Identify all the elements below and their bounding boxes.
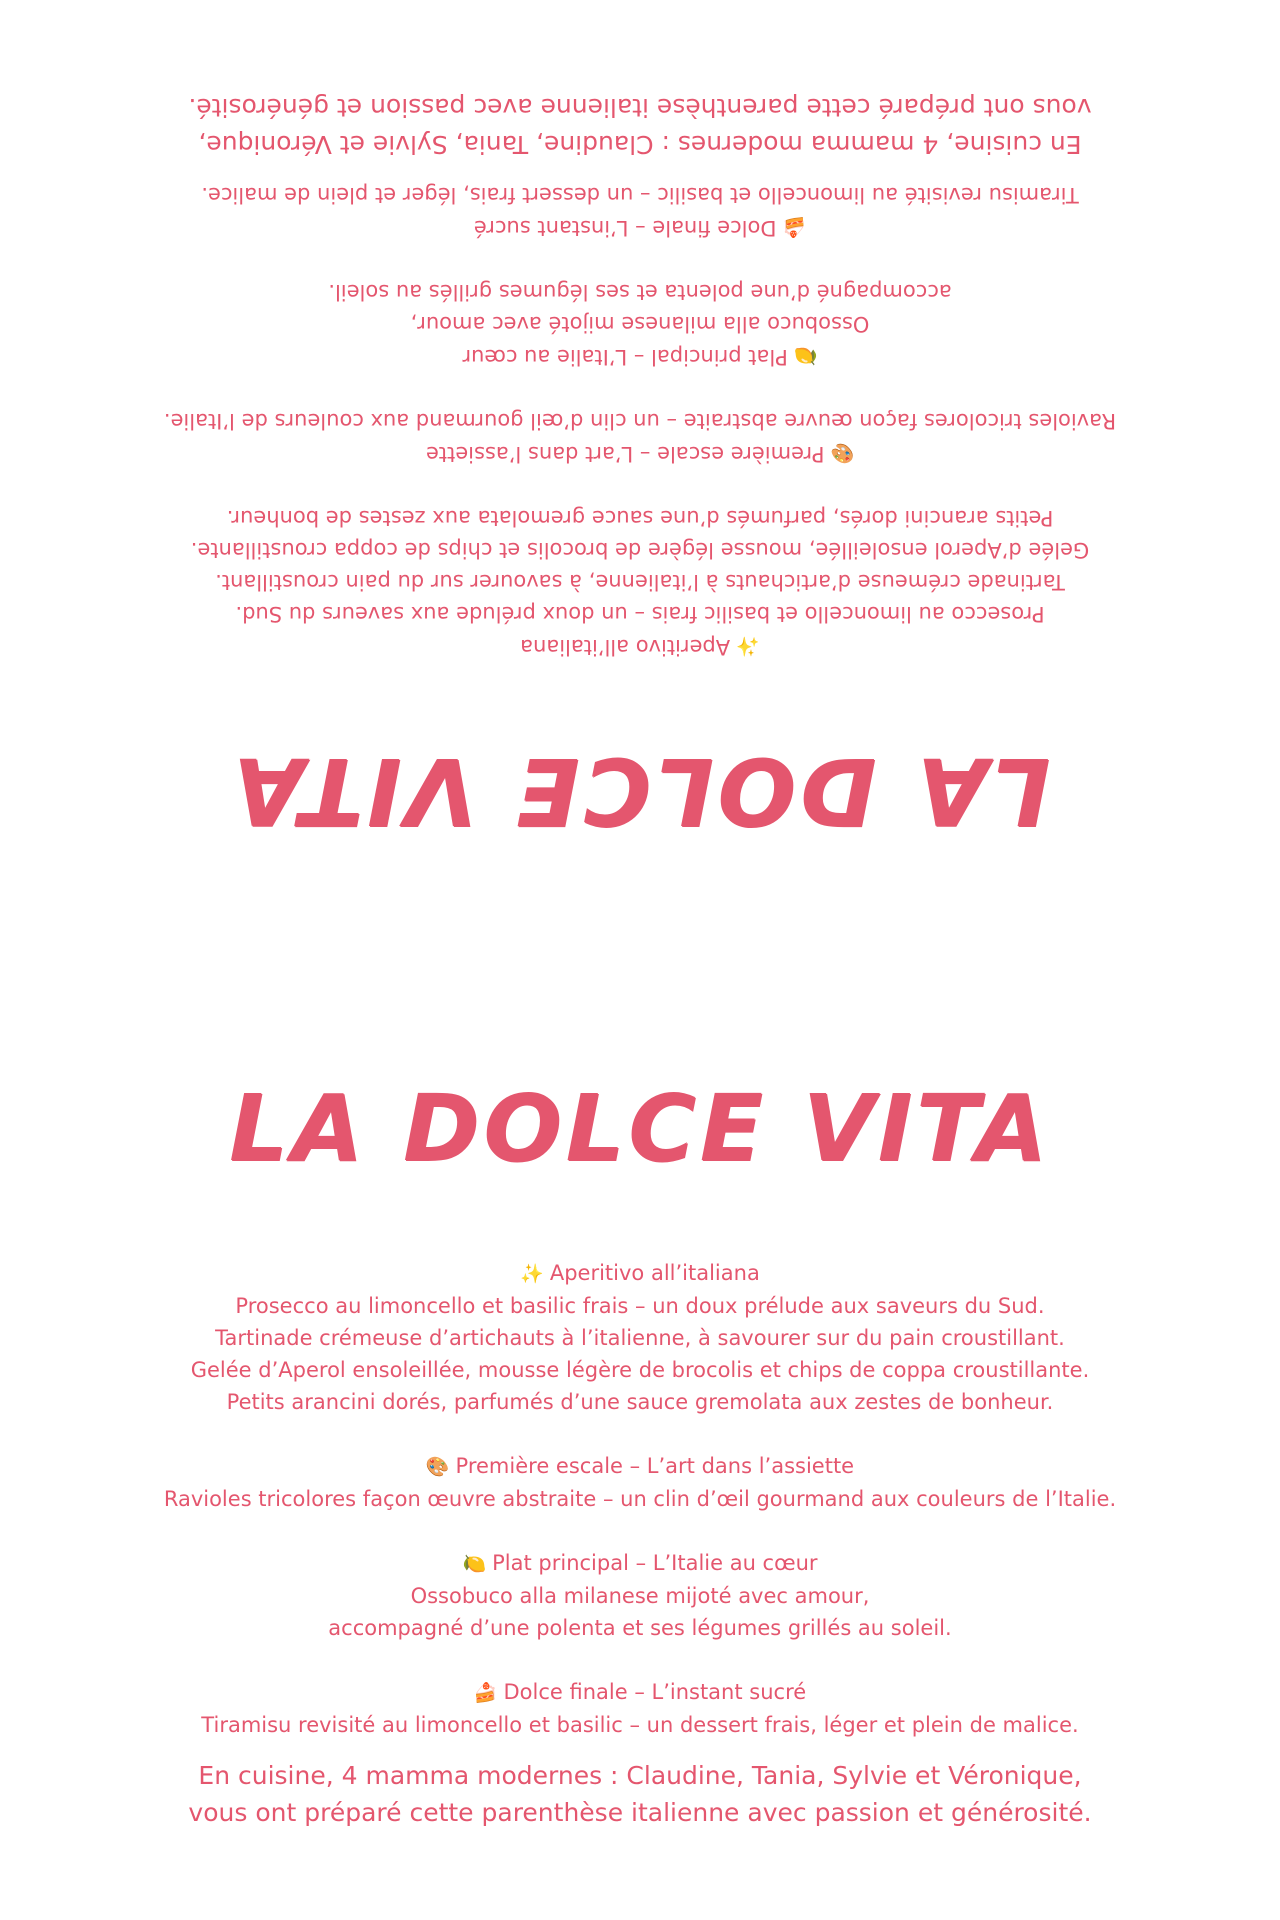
course-heading	[0, 1676, 1280, 1709]
course-description-line: Prosecco au limoncello et basilic frais – un doux prélude aux saveurs du Sud.	[235, 602, 1045, 626]
sparkles-icon: ✨	[736, 635, 760, 657]
course-description-line: Gelée d’Aperol ensoleillée, mousse légère de brocolis et chips de coppa croustillante.	[190, 538, 1090, 562]
credits-line: En cuisine, 4 mamma modernes : Claudine, Tania, Sylvie et Véronique,	[198, 130, 1082, 159]
course-description-line: accompagné d’une polenta et ses légumes grillés au soleil.	[328, 280, 952, 304]
course-description-line: accompagné d’une polenta et ses légumes grillés au soleil.	[328, 1616, 952, 1640]
menu-course	[0, 276, 1280, 373]
course-heading	[0, 211, 1280, 244]
lemon-icon: 🍋	[462, 1553, 487, 1575]
course-description-line: Tartinade crémeuse d’artichauts à l’italienne, à savourer sur du pain croustillant.	[215, 1326, 1065, 1350]
course-heading-text: Dolce finale – L’instant sucré	[503, 1680, 807, 1704]
menu-course	[0, 405, 1280, 470]
course-heading	[0, 630, 1280, 663]
menu-courses	[0, 1257, 1280, 1773]
course-heading	[0, 1450, 1280, 1483]
menu-course	[0, 1547, 1280, 1644]
course-heading-text: Plat principal – L’Italie au cœur	[492, 1551, 818, 1575]
course-description-line: Petits arancini dorés, parfumés d’une sauce gremolata aux zestes de bonheur.	[226, 1390, 1054, 1414]
course-description-line: Prosecco au limoncello et basilic frais – un doux prélude aux saveurs du Sud.	[235, 1294, 1045, 1318]
course-heading	[0, 340, 1280, 373]
cake-icon: 🍰	[473, 1682, 498, 1704]
palette-icon: 🎨	[425, 1456, 450, 1478]
menu-course	[0, 1676, 1280, 1741]
course-description-line: Ossobuco alla milanese mijoté avec amour,	[410, 1584, 870, 1608]
course-description-line: Ravioles tricolores façon œuvre abstraite – un clin d’œil gourmand aux couleurs de l’Italie.	[163, 409, 1117, 433]
course-description-line: Tiramisu revisité au limoncello et basilic – un dessert frais, léger et plein de malice.	[201, 183, 1079, 207]
course-heading-text: Dolce finale – L’instant sucré	[473, 216, 777, 240]
credits-line: vous ont préparé cette parenthèse italienne avec passion et générosité.	[188, 1798, 1092, 1827]
course-description-line: Gelée d’Aperol ensoleillée, mousse légère de brocolis et chips de coppa croustillante.	[190, 1358, 1090, 1382]
course-heading	[0, 1547, 1280, 1580]
course-description-line: Tartinade crémeuse d’artichauts à l’italienne, à savourer sur du pain croustillant.	[215, 570, 1065, 594]
credits-line: En cuisine, 4 mamma modernes : Claudine, Tania, Sylvie et Véronique,	[198, 1761, 1082, 1790]
course-heading-text: Aperitivo all’italiana	[549, 1261, 760, 1285]
course-heading	[0, 437, 1280, 470]
course-description-line: Ossobuco alla milanese mijoté avec amour,	[410, 312, 870, 336]
lemon-icon: 🍋	[793, 345, 818, 367]
menu-title: LA DOLCE VITA	[229, 1075, 1051, 1182]
menu-courses	[0, 147, 1280, 663]
course-description-line: Ravioles tricolores façon œuvre abstraite – un clin d’œil gourmand aux couleurs de l’Italie.	[163, 1487, 1117, 1511]
course-description-line: Petits arancini dorés, parfumés d’une sauce gremolata aux zestes de bonheur.	[226, 506, 1054, 530]
menu-panel	[0, 960, 1280, 1920]
menu-title: LA DOLCE VITA	[229, 738, 1051, 845]
course-heading-text: Première escale – L’art dans l’assiette	[455, 1454, 855, 1478]
course-heading-text: Première escale – L’art dans l’assiette	[425, 442, 825, 466]
course-heading-text: Plat principal – L’Italie au cœur	[462, 345, 788, 369]
course-heading	[0, 1257, 1280, 1290]
menu-course	[0, 1257, 1280, 1418]
sparkles-icon: ✨	[520, 1263, 544, 1285]
course-description-line: Tiramisu revisité au limoncello et basilic – un dessert frais, léger et plein de malice.	[201, 1713, 1079, 1737]
cake-icon: 🍰	[782, 216, 807, 238]
course-heading-text: Aperitivo all’italiana	[520, 635, 731, 659]
menu-course	[0, 1450, 1280, 1515]
credits	[0, 1757, 1280, 1831]
menu-course	[0, 502, 1280, 663]
palette-icon: 🎨	[830, 442, 855, 464]
credits-line: vous ont préparé cette parenthèse italienne avec passion et générosité.	[188, 93, 1092, 122]
menu-course	[0, 179, 1280, 244]
credits	[0, 89, 1280, 163]
